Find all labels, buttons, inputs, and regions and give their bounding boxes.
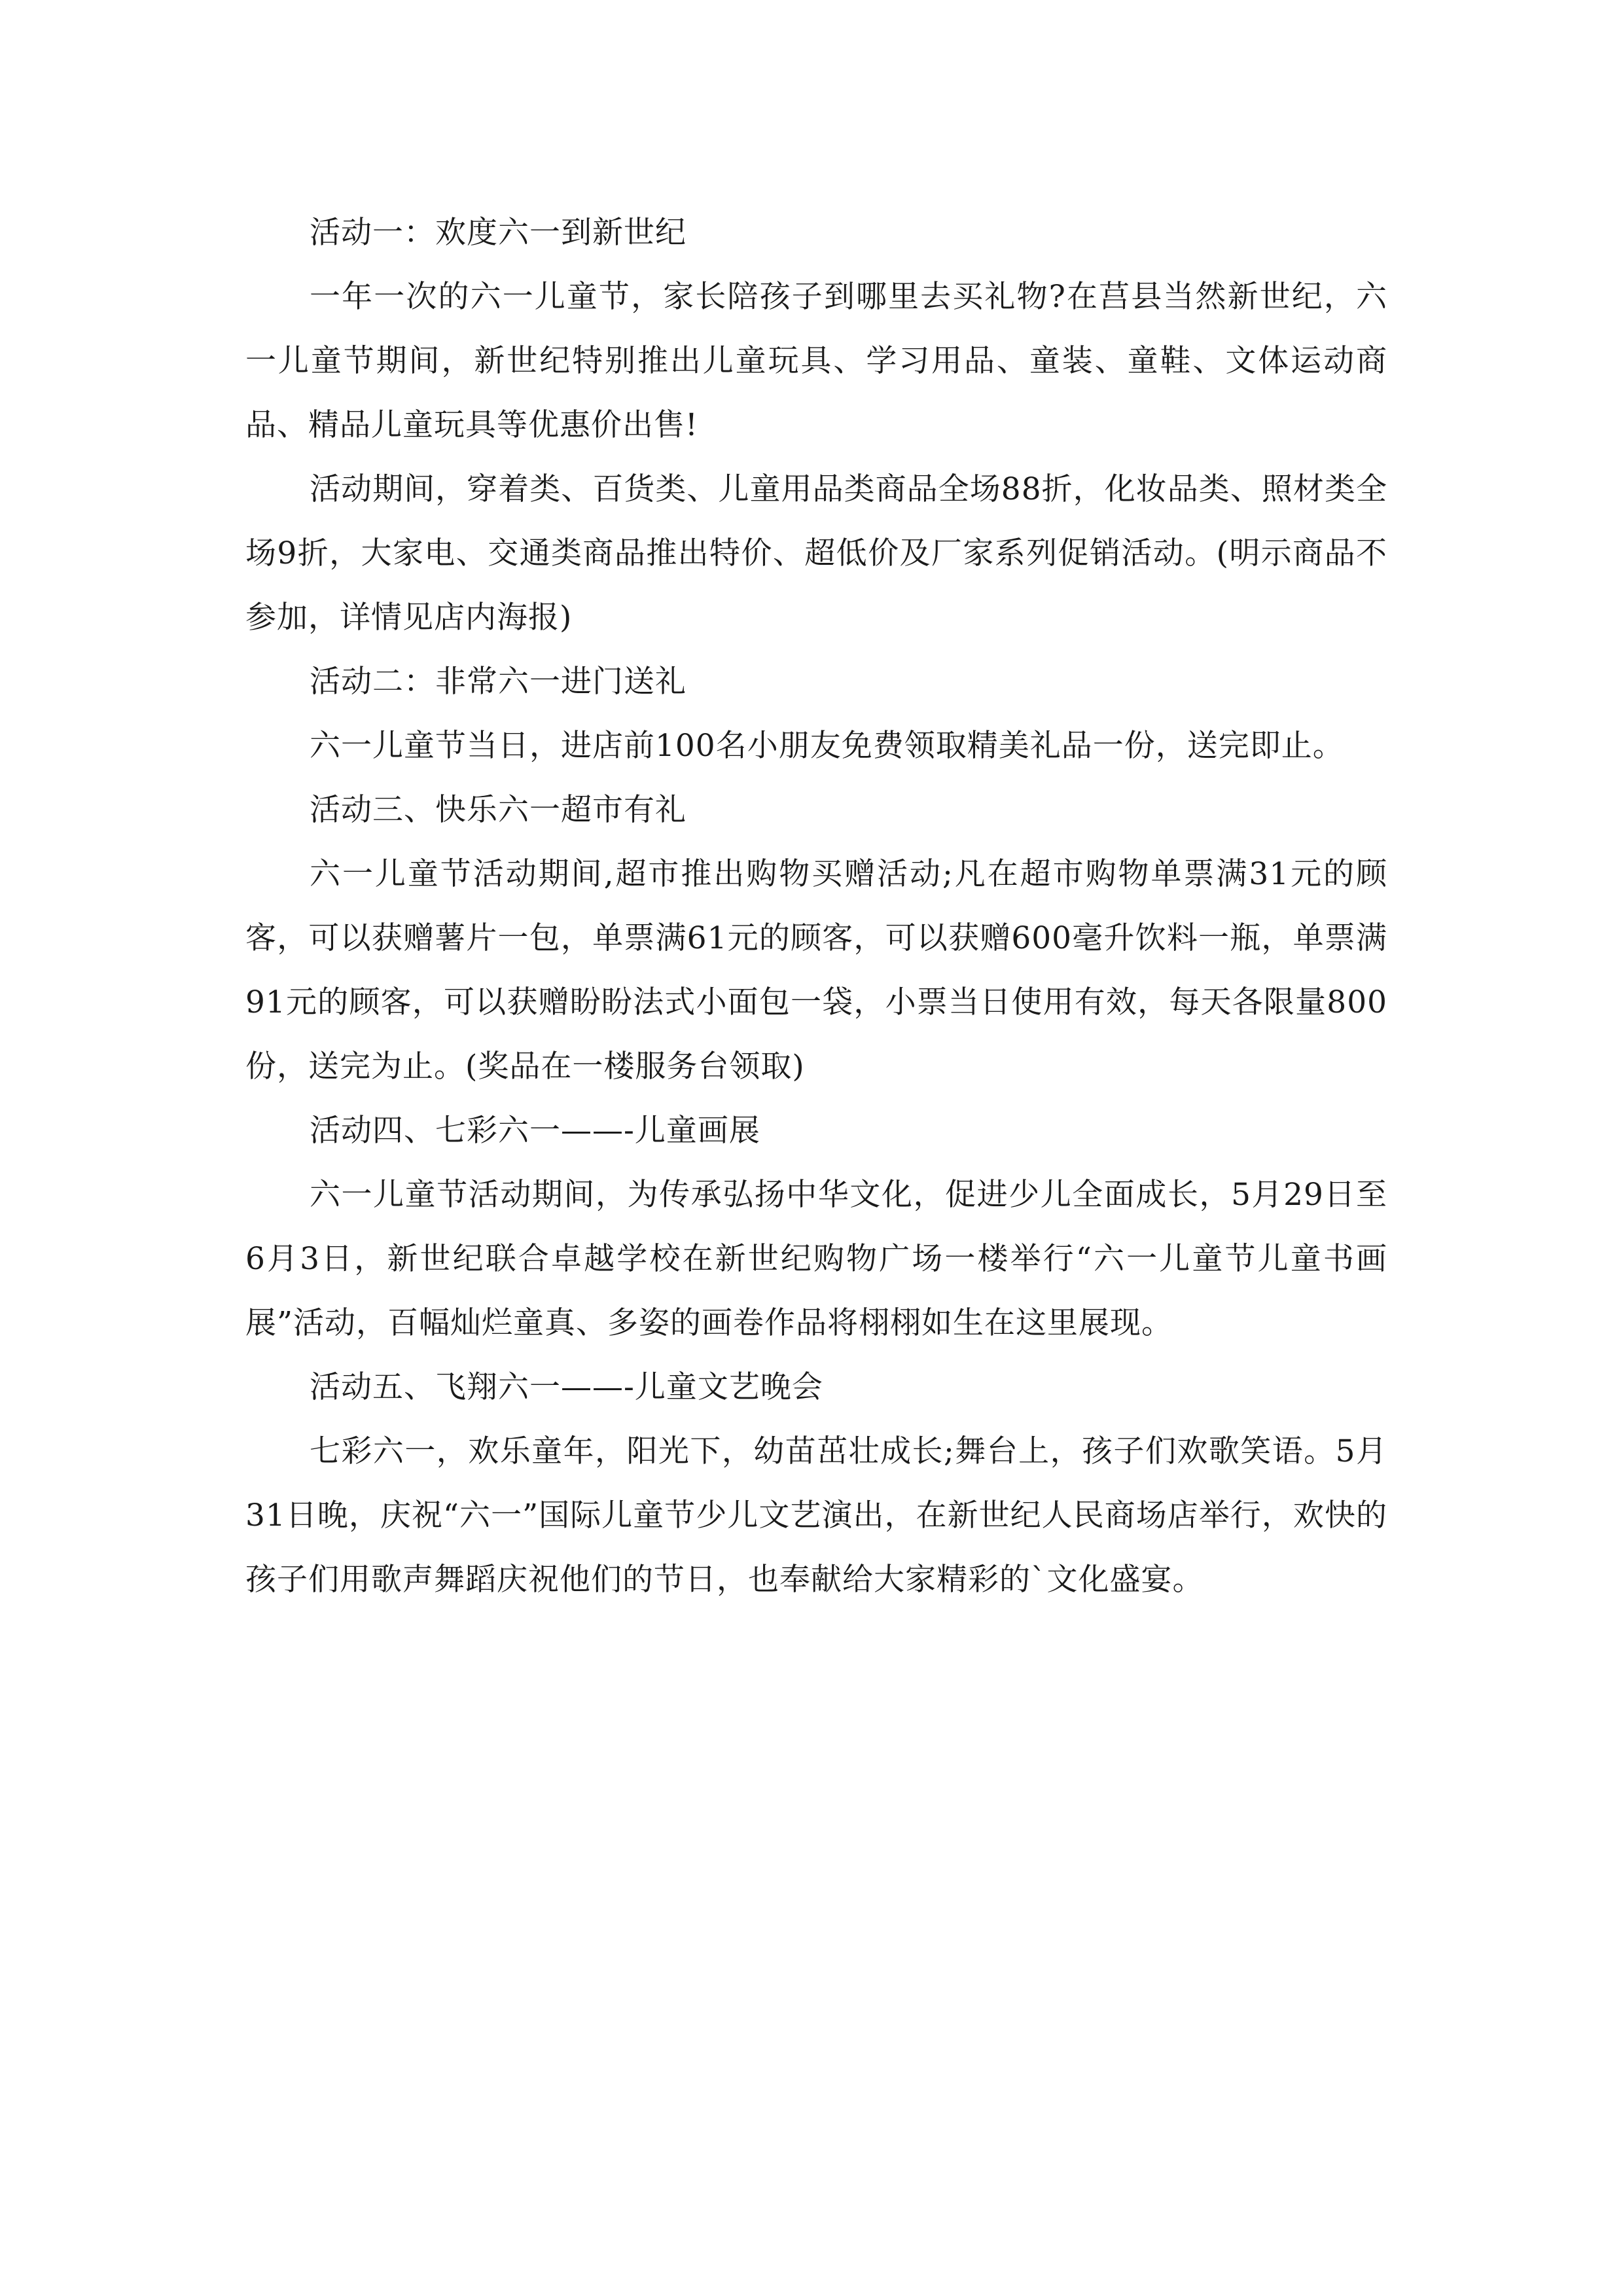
paragraph-activity-1-discounts: 活动期间，穿着类、百货类、儿童用品类商品全场88折，化妆品类、照材类全场9折，大家电、交通类商品推出特价、超低价及厂家系列促销活动。(明示商品不参加，详情见店内海报) [245, 471, 1387, 636]
paragraph-activity-1-intro: 一年一次的六一儿童节，家长陪孩子到哪里去买礼物?在莒县当然新世纪，六一儿童节期间，新世纪特别推出儿童玩具、学习用品、童装、童鞋、文体运动商品、精品儿童玩具等优惠价出售! [245, 279, 1387, 443]
heading-activity-3: 活动三、快乐六一超市有礼 [310, 792, 687, 828]
paragraph-activity-2: 六一儿童节当日，进店前100名小朋友免费领取精美礼品一份，送完即止。 [310, 728, 1344, 764]
paragraph-activity-4: 六一儿童节活动期间，为传承弘扬中华文化，促进少儿全面成长，5月29日至6月3日，新世纪联合卓越学校在新世纪购物广场一楼举行“六一儿童节儿童书画展”活动，百幅灿烂童真、多姿的画卷作品将栩栩如生在这里展现。 [245, 1177, 1387, 1341]
document-body [245, 201, 1387, 1612]
heading-activity-5: 活动五、飞翔六一——-儿童文艺晚会 [310, 1369, 823, 1405]
heading-activity-2: 活动二：非常六一进门送礼 [310, 664, 687, 700]
heading-activity-1: 活动一：欢度六一到新世纪 [310, 215, 687, 251]
paragraph-activity-5: 七彩六一，欢乐童年，阳光下，幼苗茁壮成长;舞台上，孩子们欢歌笑语。5月31日晚，庆祝“六一”国际儿童节少儿文艺演出，在新世纪人民商场店举行，欢快的孩子们用歌声舞蹈庆祝他们的节日，也奉献给大家精彩的`文化盛宴。 [245, 1433, 1387, 1598]
paragraph-activity-3: 六一儿童节活动期间,超市推出购物买赠活动;凡在超市购物单票满31元的顾客，可以获赠薯片一包，单票满61元的顾客，可以获赠600毫升饮料一瓶，单票满91元的顾客，可以获赠盼盼法式小面包一袋，小票当日使用有效，每天各限量800份，送完为止。(奖品在一楼服务台领取) [245, 856, 1387, 1085]
heading-activity-4: 活动四、七彩六一——-儿童画展 [310, 1113, 760, 1149]
